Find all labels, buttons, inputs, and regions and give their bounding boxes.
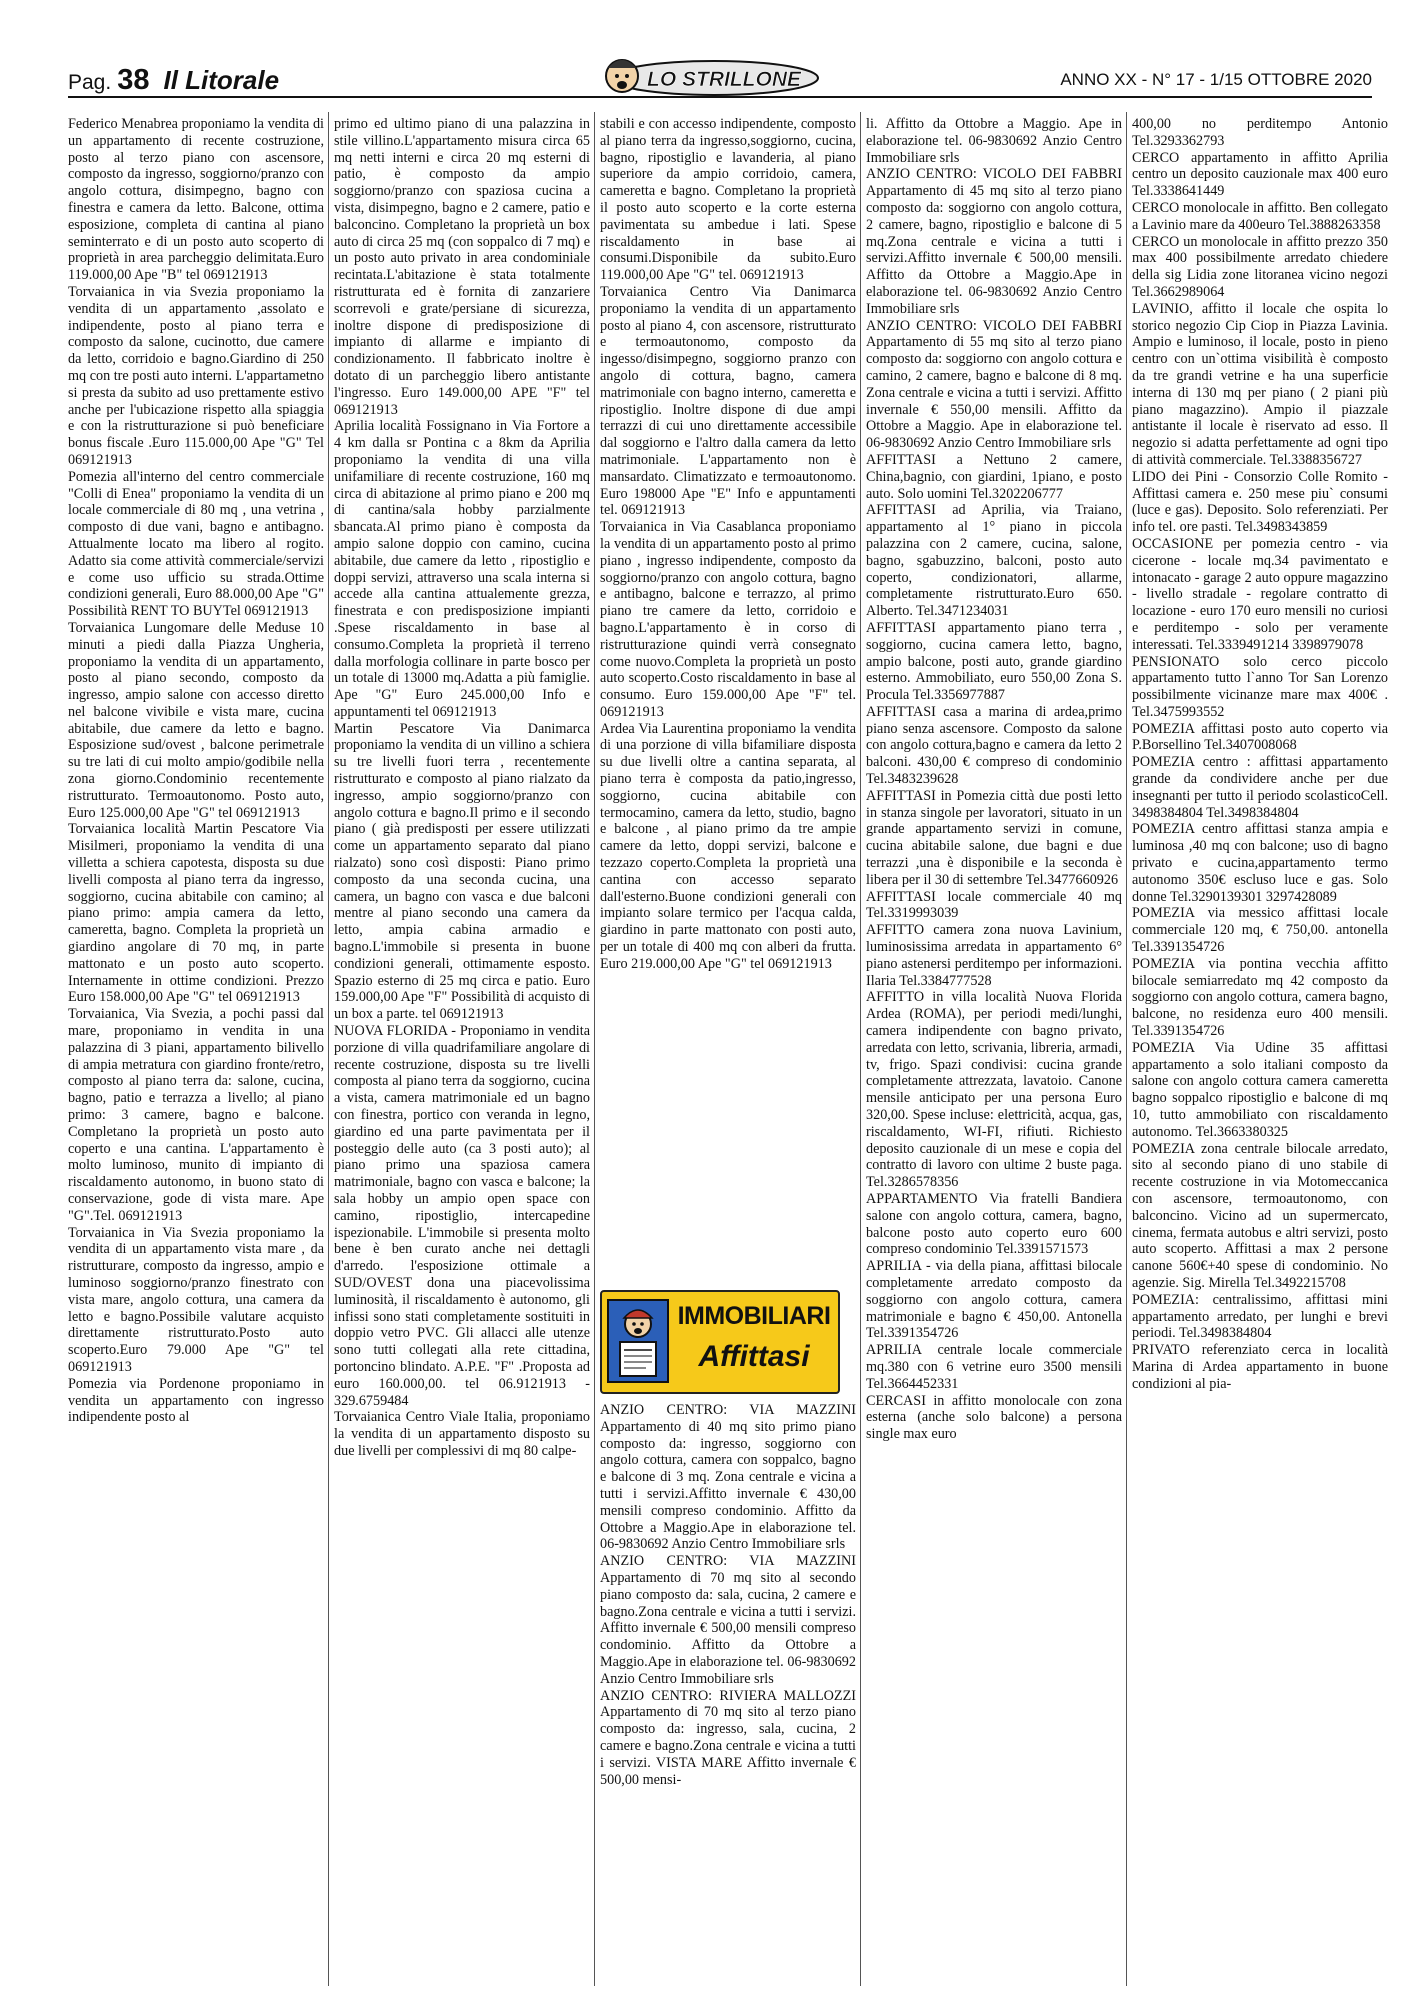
lo-strillone-logo [596, 54, 826, 100]
header-rule [68, 96, 1372, 98]
ad-text: APRILIA centrale locale commerciale mq.380 con 6 vetrine euro 3500 mensili Tel.3664452331 [866, 1342, 1122, 1392]
ad-text: Aprilia località Fossignano in Via Fortore a 4 km dalla sr Pontina c a 8km da Aprilia proponiamo la vendita di una villa unifamiliare di recente costruzione, 160 mq circa di abitazione al primo piano e 200 mq di cantina/sala hobby parzialmente sbancata.Al primo piano è composta da ampio salone doppio con camino, cucina abitabile, due camere da letto , ripostiglio e doppi servizi, attraverso una scala interna si accede alla cantina attualemente grezza, finestrata e con predisposizione impianti .Spese riscaldamento in base al consumo.Completa la proprietà il terreno dalla morfologia collinare in parte bosco per un totale di 13000 mq.Adatta a più famiglie. Ape "G" Euro 245.000,00 Info e appuntamenti tel 069121913 [334, 418, 590, 720]
ad-text: Pomezia via Pordenone proponiamo in vendita un appartamento con ingresso indipendente posto al [68, 1375, 324, 1426]
banner-subtitle: Affittasi [698, 1340, 810, 1373]
ad-text: POMEZIA affittasi posto auto coperto via P.Borsellino Tel.3407008068 [1132, 720, 1388, 754]
ad-text: li. Affitto da Ottobre a Maggio. Ape in elaborazione tel. 06-9830692 Anzio Centro Immobiliare srls [866, 116, 1122, 166]
ad-text: AFFITTASI casa a marina di ardea,primo piano senza ascensore. Composto da salone con angolo cottura,bagno e camera da letto 2 balconi. 430,00 € compreso di condominio Tel.3483239628 [866, 703, 1122, 788]
ad-text: ANZIO CENTRO: VIA MAZZINI Appartamento di 70 mq sito al secondo piano composto da: sala, cucina, 2 camere e bagno.Zona centrale e vicina a tutti i servizi. Affitto invernale € 500,00 mensili compreso condominio. Affitto da Ottobre a Maggio.Ape in elaborazione tel. 06-9830692 Anzio Centro Immobiliare srls [600, 1553, 856, 1687]
ad-text: ANZIO CENTRO: VICOLO DEI FABBRI Appartamento di 45 mq sito al terzo piano composto da: soggiorno con angolo cottura, 2 camere, bagno, ripostiglio e balcone di 5 mq.Zona centrale e vicina a tutti i servizi.Affitto invernale € 500,00 mensili. Affitto da Ottobre a Maggio.Ape in elaborazione tel. 06-9830692 Anzio Centro Immobiliare srls [866, 166, 1122, 317]
column-4 [866, 116, 1122, 1986]
page-info [68, 64, 279, 97]
ad-text: PRIVATO referenziato cerca in località Marina di Ardea appartamento in buone condizioni al pia- [1132, 1342, 1388, 1392]
ad-text: CERCO appartamento in affitto Aprilia centro un deposito cauzionale max 400 euro Tel.3338641449 [1132, 149, 1388, 200]
ad-text: AFFITTO camera zona nuova Lavinium, luminosissima arredata in appartamento 6° piano astenersi perditempo per informazioni. Ilaria Tel.3384777528 [866, 922, 1122, 989]
column-divider [860, 112, 861, 1986]
ad-text: ANZIO CENTRO: VICOLO DEI FABBRI Appartamento di 55 mq sito al terzo piano composto da: soggiorno con angolo cottura e camino, 2 camere, bagno e balcone di 8 mq. Zona centrale e vicina a tutti i servizi. Affitto invernale € 550,00 mensili. Affitto da Ottobre a Maggio. Ape in elaborazione tel. 06-9830692 Anzio Centro Immobiliare srls [866, 317, 1122, 452]
issue-info: ANNO XX - N° 17 - 1/15 OTTOBRE 2020 [1060, 70, 1372, 89]
ad-text: APRILIA - via della piana, affittasi bilocale completamente arredato composto da soggiorno con angolo cottura, camera matrimoniale e bagno € 450,00. Antonella Tel.3391354726 [866, 1258, 1122, 1342]
ad-text: Torvaianica in Via Svezia proponiamo la vendita di un appartamento vista mare , da ristrutturare, composto da ingresso, ampio e luminoso soggiorno/pranzo finestrato con vista mare, angolo cottura, una camera da letto e bagno.Possibile valutare acquisto direttamente ristrutturato.Posto auto scoperto.Euro 79.000 Ape "G" tel 069121913 [68, 1224, 324, 1375]
ad-text: Martin Pescatore Via Danimarca proponiamo la vendita di un villino a schiera su tre livelli fuori terra , recentemente ristrutturato e composto al piano rialzato da ingresso, ampio soggiorno/pranzo con angolo cottura e bagno.Il primo e il secondo piano ( già predisposti per essere utilizzati come un appartamento separato dal piano rialzato) sono così disposti: Piano primo composto da una seconda cucina, una camera, un bagno con vasca e due balconi mentre al piano secondo una camera da letto, ampia cabina armadio e bagno.L'immobile si presenta in buone condizioni generali, ottimamente esposto. Spazio esterno di 25 mq circa e patio. Euro 159.000,00 Ape "F" Possibilità di acquisto di un box a parte. tel 069121913 [334, 720, 590, 1023]
ad-text: AFFITTASI a Nettuno 2 camere, China,bagnio, con giardini, 1piano, e posto auto. Solo uomini Tel.3202206777 [866, 451, 1122, 502]
ad-text: Ardea Via Laurentina proponiamo la vendita di una porzione di villa bifamiliare disposta su due livelli oltre a cantina separata, al piano terra è composta da patio,ingresso, soggiorno, cucina abitabile con termocamino, camera da letto, studio, bagno e balcone , al piano primo da tre ampie camere da letto, doppi servizi, balcone e tezzazo coperto.Completa la proprietà una cantina con accesso separato dall'esterno.Buone condizioni generali con impianto solare termico per l'acqua calda, giardino in parte mattonato con posti auto, per un totale di 400 mq con alberi da frutta. Euro 219.000,00 Ape "G" tel 069121913 [600, 720, 856, 972]
ad-text: ANZIO CENTRO: RIVIERA MALLOZZI Appartamento di 70 mq sito al terzo piano composto da: ingresso, sala, cucina, 2 camere e bagno.Zona centrale e vicina a tutti i servizi. VISTA MARE Affitto invernale € 500,00 mensi- [600, 1687, 856, 1788]
column-divider [594, 112, 595, 1986]
ad-text: POMEZIA via pontina vecchia affitto bilocale semiarredato mq 42 composto da soggiorno con angolo cottura, camera bagno, balcone, no residenza euro 400 mensili. Tel.3391354726 [1132, 955, 1388, 1040]
ad-text: AFFITTASI in Pomezia città due posti letto in stanza singole per lavoratori, situato in un grande appartamento servizi in comune, cucina abitabile salone, due bagni e due terrazzi ,una è disponibile e la seconda è libera per il 30 di settembre Tel.3477660926 [866, 787, 1122, 888]
banner-title: IMMOBILIARI [677, 1302, 831, 1330]
ad-text: Torvaianica località Martin Pescatore Via Misilmeri, proponiamo la vendita di una villetta a schiera capotesta, disposta su due livelli composta al piano terra da ingresso, soggiorno, cucina abitabile con camino; al piano primo: ampia camera da letto, cameretta, bagno. Completa la proprietà un giardino angolare di 70 mq, in parte mattonato e un posto auto scoperto. Internamente in ottime condizioni. Prezzo Euro 158.000,00 Ape "G" tel 069121913 [68, 821, 324, 1006]
column-5 [1132, 116, 1388, 1986]
ad-text: Torvaianica Centro Viale Italia, proponiamo la vendita di un appartamento disposto su due livelli per complessivi di mq 80 calpe- [334, 1409, 590, 1459]
ad-text: stabili e con accesso indipendente, composto al piano terra da ingresso,soggiorno, cucina, bagno, ripostiglio e lavanderia, al piano superiore da ampio corridoio, camera, cameretta e bagno. Completano la proprietà il posto auto scoperto e la corte esterna pavimentata su ambedue i lati. Spese riscaldamento in base ai consumi.Disponibile da subito.Euro 119.000,00 Ape "G" tel. 069121913 [600, 116, 856, 284]
ad-text: ANZIO CENTRO: VIA MAZZINI Appartamento di 40 mq sito primo piano composto da: ingresso, soggiorno con angolo cottura, camera con soppalco, bagno e balcone di 3 mq. Zona centrale e vicina a tutti i servizi.Affitto invernale € 430,00 mensili compreso condominio. Affitto da Ottobre a Maggio.Ape in elaborazione tel. 06-9830692 Anzio Centro Immobiliare srls [600, 1402, 856, 1553]
column-1 [68, 116, 324, 1986]
ad-text: primo ed ultimo piano di una palazzina in stile villino.L'appartamento misura circa 65 mq netti interni e circa 20 mq esterni di patio, è composto da ampio soggiorno/pranzo con spaziosa cucina a vista, disimpegno, bagno e 2 camere, patio e balconcino. Completano la proprietà un box auto di circa 25 mq (con soppalco di 7 mq) e un posto auto privato in area condominiale recintata.L'abitazione è stata totalmente ristrutturata ed è fornita di zanzariere scorrevoli e grate/persiane di sicurezza, inoltre dispone di predisposizione di impianto di allarme e impianto di condizionamento. Il fabbricato inoltre è dotato di un parcheggio libero antistante l'ingresso. Euro 149.000,00 APE "F" tel 069121913 [334, 116, 590, 418]
ad-text: POMEZIA centro : affittasi appartamento grande da condividere anche per due insegnanti per tutto il periodo scolasticoCell. 3498384804 Tel.3498384804 [1132, 754, 1388, 821]
ad-text: POMEZIA: centralissimo, affittasi mini appartamento arredato, per lunghi e brevi periodi. Tel.3498384804 [1132, 1291, 1388, 1342]
masthead [68, 58, 1372, 98]
column-3-continued [600, 1402, 856, 1986]
logo-text: LO STRILLONE [647, 68, 801, 91]
column-2 [334, 116, 590, 1986]
ad-text: Torvaianica, Via Svezia, a pochi passi dal mare, proponiamo in vendita in una palazzina di 3 piani, appartamento bilivello di ampia metratura con giardino fronte/retro, composto al piano terra da: salone, cucina, bagno, patio e terrazza a livello; al piano primo: 3 camere, bagno e balcone. Completano la proprietà un posto auto coperto e una cantina. L'appartamento è molto luminoso, munito di impianto di riscaldamento autonomo, in buono stato di conservazione, gode di vista mare. Ape "G".Tel. 069121913 [68, 1006, 324, 1224]
ad-text: CERCASI in affitto monolocale con zona esterna (anche solo balcone) a persona single max euro [866, 1392, 1122, 1443]
ad-text: POMEZIA centro affittasi stanza ampia e luminosa ,40 mq con balcone; uso di bagno privato e cucina,appartamento termo autonomo 350€ escluso luce e gas. Solo donne Tel.3290139301 3297428089 [1132, 821, 1388, 905]
column-3 [600, 116, 856, 1276]
ad-text: Federico Menabrea proponiamo la vendita di un appartamento di recente costruzione, posto al terzo piano con ascensore, composto da ingresso, soggiorno/pranzo con angolo cottura, disimpegno, bagno con finestra e camera da letto. Balcone, ottima esposizione, completa di cantina al piano seminterrato e di un posto auto scoperto di proprietà in area parcheggio delimitata.Euro 119.000,00 Ape "B" tel 069121913 [68, 116, 324, 284]
ad-text: 400,00 no perditempo Antonio Tel.3293362793 [1132, 116, 1388, 149]
ad-text: POMEZIA via messico affittasi locale commerciale 120 mq, € 750,00. antonella Tel.3391354726 [1132, 905, 1388, 956]
ad-text: AFFITTASI ad Aprilia, via Traiano, appartamento al 1° piano in piccola palazzina con 2 camere, cucina, salone, bagno, sgabuzzino, balconi, posto auto coperto, condizionatori, allarme, completamente ristrutturato.Euro 650. Alberto. Tel.3471234031 [866, 502, 1122, 620]
column-divider [328, 112, 329, 1986]
ad-text: Pomezia all'interno del centro commerciale "Colli di Enea" proponiamo la vendita di un locale commerciale di 80 mq , una vetrina , composto di due vani, bagno e antibagno. Attualmente locato ma libero al rogito. Adatto sia come attività commerciale/servizi e come uso ufficio su strada.Ottime condizioni generali, Euro 88.000,00 Ape "G" Possibilità RENT TO BUYTel 069121913 [68, 468, 324, 620]
newsboy-illustration-icon [606, 1298, 670, 1384]
ad-text: AFFITTO in villa località Nuova Florida Ardea (ROMA), per periodi medi/lunghi, camera indipendente con bagno privato, arredata con letto, scrivania, libreria, armadi, tv, frigo. Spazi condivisi: cucina grande completamente attrezzata, lavatoio. Canone mensile anticipato per una persona Euro 320,00. Spese incluse: elettricità, acqua, gas, riscaldamento, WI-FI, rifiuti. Richiesto deposito cauzionale di un mese e copia del contratto di lavoro con ultime 2 buste paga. Tel.3286578356 [866, 989, 1122, 1191]
ad-text: NUOVA FLORIDA - Proponiamo in vendita porzione di villa quadrifamiliare angolare di recente costruzione, disposta su tre livelli composta al piano terra da soggiorno, cucina a vista, camera matrimoniale ed un bagno con finestra, portico con veranda in legno, giardino ed una parte pavimentata per il posteggio delle auto (ca 3 posti auto); al piano primo una spaziosa camera matrimoniale, bagno con vasca e balcone; la sala hobby un ampio open space con camino, ripostiglio, intercapedine ispezionabile. L'immobile si presenta molto bene è ben curato anche nei dettagli d'arredo. l'esposizione ottimale a SUD/OVEST dona una piacevolissima luminosità, il riscaldamento è autonomo, gli infissi sono stati completamente sostituiti in doppio vetro PVC. Gli allacci alle utenze sono tutti collegati alla rete cittadina, portoncino blindato. A.P.E. "F" .Proposta ad euro 160.000,00. tel 06.9121913 - 329.6759484 [334, 1023, 590, 1409]
ad-text: Torvaianica Centro Via Danimarca proponiamo la vendita di un appartamento posto al piano 4, con ascensore, ristrutturato e termoautonomo, composto da ingesso/disimpegno, soggiorno pranzo con angolo di cottura, bagno, camera matrimoniale con bagno interno, cameretta e ripostiglio. Inoltre dispone di due ampi terrazzi di cui uno direttamente accessibile dal soggiorno e l'altro dalla camera da letto matrimoniale. L'appartamento non è mansardato. Climatizzato e termoautonomo. Euro 198000 Ape "E" Info e appuntamenti tel. 069121913 [600, 283, 856, 519]
paper-name: Il Litorale [163, 65, 280, 95]
ad-text: Torvaianica in via Svezia proponiamo la vendita di un appartamento ,assolato e indipendente, posto al piano terra e composto da salone, cucinotto, due camere da letto, corridoio e bagno.Giardino di 250 mq con tre posti auto interni. L'appartametno si presta da subito ad uso prettamente estivo anche per l'ubicazione rispetto alla spiaggia e con la ristrutturazione si può beneficiare bonus fiscale .Euro 115.000,00 Ape "G" Tel 069121913 [68, 283, 324, 468]
ad-text: Torvaianica in Via Casablanca proponiamo la vendita di un appartamento posto al primo piano , ingresso indipendente, composto da soggiorno/pranzo con angolo cottura, bagno e antibagno, balcone e terrazzo, al primo piano tre camere da letto, corridoio e bagno.L'appartamento è in corso di ristrutturazione quindi verrà consegnato come nuovo.Completa la proprietà un posto auto scoperto.Costo riscaldamento in base al consumo. Euro 159.000,00 Ape "F" tel. 069121913 [600, 519, 856, 720]
ad-text: AFFITTASI appartamento piano terra , soggiorno, cucina camera letto, bagno, ampio balcone, posti auto, grande giardino esterno. Ammobiliato, euro 550,00 Zona S. Procula Tel.3356977887 [866, 619, 1122, 704]
ad-text: LAVINIO, affitto il locale che ospita lo storico negozio Cip Ciop in Piazza Lavinia. Ampio e luminoso, il locale, posto in pieno centro con un`ottima visibilità è composto da tre grandi vetrine e ha una superficie interna di 130 mq per piano ( 2 piani più piano magazzino). Ampio il piazzale antistante il locale è riservato ad esso. Il negozio si adatta perfettamente ad ogni tipo di attività commerciale. Tel.3388356727 [1132, 300, 1388, 468]
ad-text: AFFITTASI locale commerciale 40 mq Tel.3319993039 [866, 888, 1122, 922]
ad-text: Torvaianica Lungomare delle Meduse 10 minuti a piedi dalla Piazza Ungheria, proponiamo la vendita di un appartamento, posto al piano secondo, composto da ingresso, ampio salone con accesso diretto nel balcone vivibile e vista mare, cucina abitabile, due camere da letto e bagno. Esposizione sud/ovest , balcone perimetrale su tre lati di cui molto ampio/godibile nella zona giorno.Condominio recentemente ristrutturato. Termoautonomo. Posto auto, Euro 125.000,00 Ape "G" tel 069121913 [68, 619, 324, 821]
ad-text: POMEZIA zona centrale bilocale arredato, sito al secondo piano di uno stabile di recente costruzione in via Motomeccanica con ascensore, termoautonomo, con balconcino. Vicino ad un supermercato, cinema, fermata autobus e altri servizi, posto auto scoperto. Affittasi a max 2 persone canone 560€+40 spese di condominio. No agenzie. Sig. Mirella Tel.3492215708 [1132, 1140, 1388, 1291]
ad-text: OCCASIONE per pomezia centro - via cicerone - locale mq.34 pavimentato e intonacato - garage 2 auto oppure magazzino - livello stradale - regolare contratto di locazione - euro 170 euro mensili no curiosi e perditempo - solo per veramente interessati. Tel.3339491214 3398979078 [1132, 535, 1388, 653]
ad-text: CERCO un monolocale in affitto prezzo 350 max 400 possibilmente arredato chiedere della sig Lidia zone litoranea vicino negozi Tel.3662989064 [1132, 233, 1388, 300]
ad-text: PENSIONATO solo cerco piccolo appartamento tutto l`anno Tor San Lorenzo possibilmente vicinanze mare max 400€ . Tel.3475993552 [1132, 653, 1388, 720]
ad-text: APPARTAMENTO Via fratelli Bandiera salone con angolo cottura, camera, bagno, balcone posto auto coperto euro 600 compreso condominio Tel.3391571573 [866, 1191, 1122, 1258]
ad-text: LIDO dei Pini - Consorzio Colle Romito - Affittasi camera e. 250 mese piu` consumi (luce e gas). Deposito. Solo referenziati. Per info tel. ore pasti. Tel.3498343859 [1132, 468, 1388, 536]
ad-text: CERCO monolocale in affitto. Ben collegato a Lavinio mare da 400euro Tel.3888263358 [1132, 199, 1388, 233]
column-divider [1126, 112, 1127, 1986]
ad-text: POMEZIA Via Udine 35 affittasi appartamento a solo italiani composto da salone con angolo cottura camera cameretta bagno soppalco ripostiglio e balcone di mq 10, tutto ammobiliato con riscaldamento autonomo. Tel.3663380325 [1132, 1039, 1388, 1140]
immobiliari-affittasi-banner [600, 1290, 840, 1394]
page-label: Pag. [68, 71, 112, 94]
page-number: 38 [117, 64, 150, 96]
